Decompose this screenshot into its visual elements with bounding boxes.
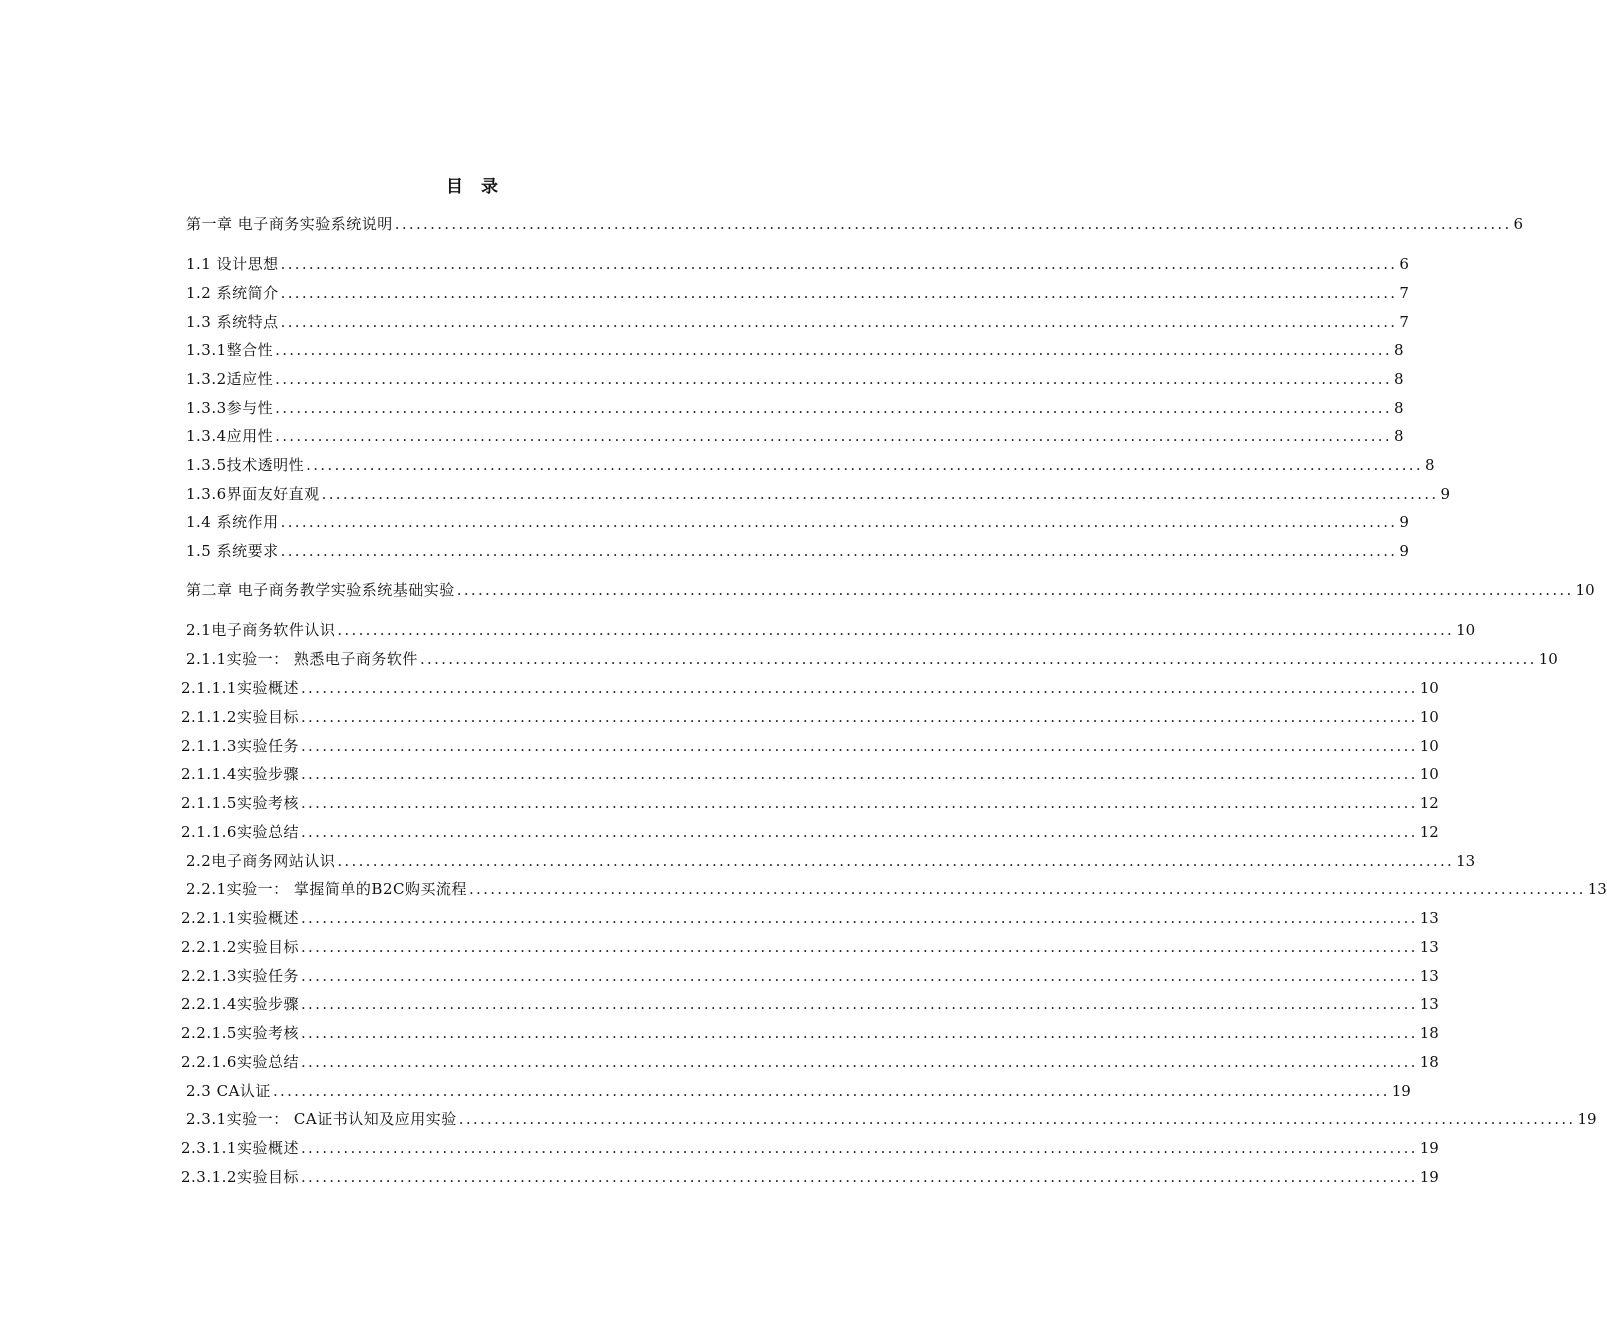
toc-leader-dots: .............................................................................................................................................................. (300, 967, 1418, 985)
toc-entry-page: 10 (1419, 708, 1439, 726)
toc-entry-page: 13 (1419, 909, 1439, 927)
toc-entry-page: 8 (1393, 370, 1404, 388)
toc-entry-page: 10 (1419, 765, 1439, 783)
toc-entry-label: 2.1.1.2实验目标 (181, 708, 299, 726)
toc-entry[interactable] (181, 676, 1439, 700)
toc-entry-page: 13 (1587, 880, 1607, 898)
toc-entry-label: 2.2.1.5实验考核 (181, 1024, 299, 1042)
toc-entry[interactable] (186, 849, 1476, 873)
toc-entry[interactable] (181, 1165, 1439, 1189)
toc-entry[interactable] (186, 510, 1409, 534)
toc-leader-dots: .............................................................................................................................................................. (300, 1139, 1418, 1157)
toc-entry-page: 19 (1419, 1139, 1439, 1157)
toc-entry[interactable] (181, 1136, 1439, 1160)
toc-entry[interactable] (186, 310, 1409, 334)
toc-entry[interactable] (181, 705, 1439, 729)
toc-entry-page: 10 (1456, 621, 1476, 639)
toc-entry[interactable] (186, 1079, 1411, 1103)
toc-entry[interactable] (186, 424, 1404, 448)
toc-entry[interactable] (186, 367, 1404, 391)
toc-leader-dots: .............................................................................................................................................................. (337, 621, 1455, 639)
toc-entry-page: 9 (1399, 542, 1409, 560)
toc-entry-label: 2.2.1.2实验目标 (181, 938, 299, 956)
toc-leader-dots: .............................................................................................................................................................. (280, 542, 1398, 560)
toc-leader-dots: .............................................................................................................................................................. (300, 995, 1418, 1013)
toc-leader-dots: .............................................................................................................................................................. (300, 909, 1418, 927)
toc-entry-label: 2.2.1.6实验总结 (181, 1053, 299, 1071)
toc-entry-label: 1.3.2适应性 (186, 370, 274, 388)
toc-entry-page: 19 (1419, 1168, 1439, 1186)
toc-entry-page: 8 (1393, 427, 1404, 445)
toc-entry[interactable] (186, 578, 1595, 602)
toc-entry-page: 13 (1419, 967, 1439, 985)
toc-entry-page: 19 (1577, 1110, 1597, 1128)
toc-entry[interactable] (181, 791, 1439, 815)
toc-entry-page: 18 (1419, 1053, 1439, 1071)
toc-entry-page: 8 (1393, 341, 1404, 359)
toc-leader-dots: .............................................................................................................................................................. (275, 370, 1392, 388)
toc-leader-dots: .............................................................................................................................................................. (394, 215, 1512, 233)
toc-leader-dots: .............................................................................................................................................................. (300, 679, 1418, 697)
toc-entry-label: 2.3.1实验一： CA证书认知及应用实验 (186, 1110, 457, 1128)
toc-leader-dots: .............................................................................................................................................................. (456, 581, 1574, 599)
toc-leader-dots: .............................................................................................................................................................. (321, 485, 1439, 503)
toc-entry-label: 2.1.1.3实验任务 (181, 737, 299, 755)
toc-entry-label: 第二章 电子商务教学实验系统基础实验 (186, 581, 455, 599)
toc-entry-label: 第一章 电子商务实验系统说明 (186, 215, 393, 233)
toc-leader-dots: .............................................................................................................................................................. (275, 399, 1392, 417)
toc-entry-page: 8 (1393, 399, 1404, 417)
toc-entry-label: 2.2.1.3实验任务 (181, 967, 299, 985)
toc-entry-page: 6 (1399, 255, 1409, 273)
toc-entry-page: 6 (1513, 215, 1524, 233)
toc-entry-page: 10 (1419, 737, 1439, 755)
toc-entry[interactable] (181, 1050, 1439, 1074)
toc-entry-page: 13 (1419, 995, 1439, 1013)
toc-entry-label: 2.1电子商务软件认识 (186, 621, 336, 639)
toc-entry-page: 19 (1391, 1082, 1411, 1100)
toc-entry-label: 2.1.1.5实验考核 (181, 794, 299, 812)
toc-entry-label: 2.2.1实验一： 掌握简单的B2C购买流程 (186, 880, 467, 898)
toc-leader-dots: .............................................................................................................................................................. (468, 880, 1586, 898)
toc-entry-label: 1.3.1整合性 (186, 341, 274, 359)
toc-entry-label: 1.3.4应用性 (186, 427, 274, 445)
toc-entry-page: 7 (1399, 313, 1409, 331)
toc-entry[interactable] (181, 906, 1439, 930)
toc-entry-label: 1.3.3参与性 (186, 399, 274, 417)
toc-entry-label: 2.2.1.1实验概述 (181, 909, 299, 927)
toc-entry[interactable] (186, 618, 1476, 642)
toc-leader-dots: .............................................................................................................................................................. (306, 456, 1423, 474)
toc-entry-label: 1.4 系统作用 (186, 513, 279, 531)
toc-entry-label: 2.2电子商务网站认识 (186, 852, 336, 870)
toc-leader-dots: .............................................................................................................................................................. (300, 708, 1418, 726)
toc-entry-label: 2.1.1实验一： 熟悉电子商务软件 (186, 650, 418, 668)
toc-entry-page: 9 (1440, 485, 1450, 503)
toc-entry[interactable] (186, 647, 1558, 671)
toc-entry-page: 13 (1419, 938, 1439, 956)
toc-entry-page: 13 (1456, 852, 1476, 870)
toc-leader-dots: .............................................................................................................................................................. (458, 1110, 1576, 1128)
toc-leader-dots: .............................................................................................................................................................. (280, 284, 1398, 302)
toc-entry[interactable] (186, 482, 1450, 506)
toc-leader-dots: .............................................................................................................................................................. (300, 1168, 1418, 1186)
toc-entry[interactable] (186, 1107, 1597, 1131)
toc-leader-dots: .............................................................................................................................................................. (272, 1082, 1390, 1100)
toc-entry[interactable] (186, 212, 1524, 236)
toc-entry-page: 18 (1419, 1024, 1439, 1042)
toc-entry-page: 10 (1419, 679, 1439, 697)
toc-entry[interactable] (186, 453, 1435, 477)
toc-entry[interactable] (181, 964, 1439, 988)
toc-entry-page: 12 (1419, 794, 1439, 812)
toc-entry[interactable] (181, 734, 1439, 758)
toc-entry[interactable] (186, 539, 1409, 563)
toc-leader-dots: .............................................................................................................................................................. (300, 794, 1418, 812)
toc-leader-dots: .............................................................................................................................................................. (300, 765, 1418, 783)
toc-leader-dots: .............................................................................................................................................................. (275, 341, 1392, 359)
toc-leader-dots: .............................................................................................................................................................. (275, 427, 1392, 445)
toc-entry[interactable] (186, 877, 1607, 901)
toc-leader-dots: .............................................................................................................................................................. (280, 255, 1398, 273)
toc-entry[interactable] (181, 762, 1439, 786)
toc-leader-dots: .............................................................................................................................................................. (280, 313, 1398, 331)
toc-entry-label: 2.3 CA认证 (186, 1082, 271, 1100)
toc-leader-dots: .............................................................................................................................................................. (300, 737, 1418, 755)
toc-entry-page: 10 (1538, 650, 1558, 668)
toc-entry-label: 1.2 系统简介 (186, 284, 279, 302)
toc-leader-dots: .............................................................................................................................................................. (337, 852, 1455, 870)
toc-leader-dots: .............................................................................................................................................................. (280, 513, 1398, 531)
toc-leader-dots: .............................................................................................................................................................. (300, 1053, 1418, 1071)
toc-entry-label: 1.5 系统要求 (186, 542, 279, 560)
toc-entry[interactable] (186, 281, 1409, 305)
toc-entry-label: 2.1.1.6实验总结 (181, 823, 299, 841)
toc-entry-page: 9 (1399, 513, 1409, 531)
toc-entry-label: 2.1.1.1实验概述 (181, 679, 299, 697)
toc-entry-label: 1.3.5技术透明性 (186, 456, 305, 474)
toc-entry-label: 2.3.1.1实验概述 (181, 1139, 299, 1157)
toc-entry[interactable] (186, 396, 1404, 420)
toc-entry[interactable] (186, 252, 1409, 276)
toc-entry-label: 1.3.6界面友好直观 (186, 485, 320, 503)
toc-entry-page: 10 (1575, 581, 1595, 599)
toc-entry-page: 12 (1419, 823, 1439, 841)
toc-entry-label: 1.1 设计思想 (186, 255, 279, 273)
toc-entry-label: 2.3.1.2实验目标 (181, 1168, 299, 1186)
toc-entry[interactable] (181, 820, 1439, 844)
toc-title: 目 录 (446, 177, 504, 197)
toc-leader-dots: .............................................................................................................................................................. (300, 938, 1418, 956)
toc-entry[interactable] (181, 935, 1439, 959)
toc-entry[interactable] (186, 338, 1404, 362)
toc-leader-dots: .............................................................................................................................................................. (300, 1024, 1418, 1042)
toc-entry[interactable] (181, 992, 1439, 1016)
toc-entry[interactable] (181, 1021, 1439, 1045)
toc-entry-label: 2.1.1.4实验步骤 (181, 765, 299, 783)
toc-entry-page: 7 (1399, 284, 1409, 302)
toc-leader-dots: .............................................................................................................................................................. (300, 823, 1418, 841)
toc-entry-label: 1.3 系统特点 (186, 313, 279, 331)
toc-entry-page: 8 (1424, 456, 1435, 474)
toc-entry-label: 2.2.1.4实验步骤 (181, 995, 299, 1013)
toc-leader-dots: .............................................................................................................................................................. (419, 650, 1537, 668)
